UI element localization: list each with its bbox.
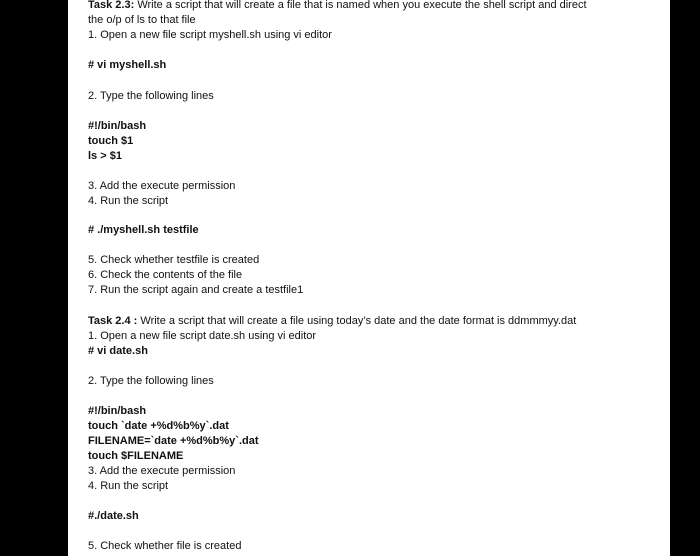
task-2-3-step-1: 1. Open a new file script myshell.sh using vi editor — [88, 29, 332, 41]
task-2-4-code-line: touch `date +%d%b%y`.dat — [88, 420, 229, 432]
task-2-3-code-line: #!/bin/bash — [88, 120, 147, 132]
task-2-3-code-line: ls > $1 — [88, 150, 122, 162]
task-2-3-step-5: 5. Check whether testfile is created — [88, 254, 260, 266]
task-2-4-run-command: #./date.sh — [88, 510, 139, 522]
task-2-4-label: Task 2.4 : — [88, 315, 138, 327]
task-2-4-description: Write a script that will create a file using today’s date and the date format is ddmmmyy.dat — [137, 315, 577, 327]
task-2-3-label: Task 2.3: — [88, 0, 135, 11]
task-2-3-step-6: 6. Check the contents of the file — [88, 269, 243, 281]
task-2-3-run-command: # ./myshell.sh testfile — [88, 224, 199, 236]
document-page — [68, 0, 670, 556]
task-2-4-code-line: FILENAME=`date +%d%b%y`.dat — [88, 435, 259, 447]
task-2-4-step-1: 1. Open a new file script date.sh using vi editor — [88, 330, 317, 342]
task-2-3-step-7: 7. Run the script again and create a testfile1 — [88, 284, 304, 296]
task-2-3-description: Write a script that will create a file that is named when you execute the shell script and direct — [134, 0, 587, 11]
task-2-3-heading-continued: the o/p of ls to that file — [88, 14, 196, 26]
task-2-4-vi-command: # vi date.sh — [88, 345, 148, 357]
task-2-4-code-line: #!/bin/bash — [88, 405, 147, 417]
task-2-3-heading — [88, 0, 587, 12]
task-2-3-step-4: 4. Run the script — [88, 195, 169, 207]
task-2-4-step-2: 2. Type the following lines — [88, 375, 214, 387]
task-2-3-code-line: touch $1 — [88, 135, 134, 147]
task-2-4-code-line: touch $FILENAME — [88, 450, 184, 462]
task-2-4-step-4: 4. Run the script — [88, 480, 169, 492]
task-2-3-vi-command: # vi myshell.sh — [88, 59, 167, 71]
task-2-3-step-3: 3. Add the execute permission — [88, 180, 236, 192]
task-2-4-step-5: 5. Check whether file is created — [88, 540, 242, 552]
task-2-4-heading — [88, 314, 576, 328]
task-2-3-step-2: 2. Type the following lines — [88, 90, 214, 102]
task-2-4-step-3: 3. Add the execute permission — [88, 465, 236, 477]
